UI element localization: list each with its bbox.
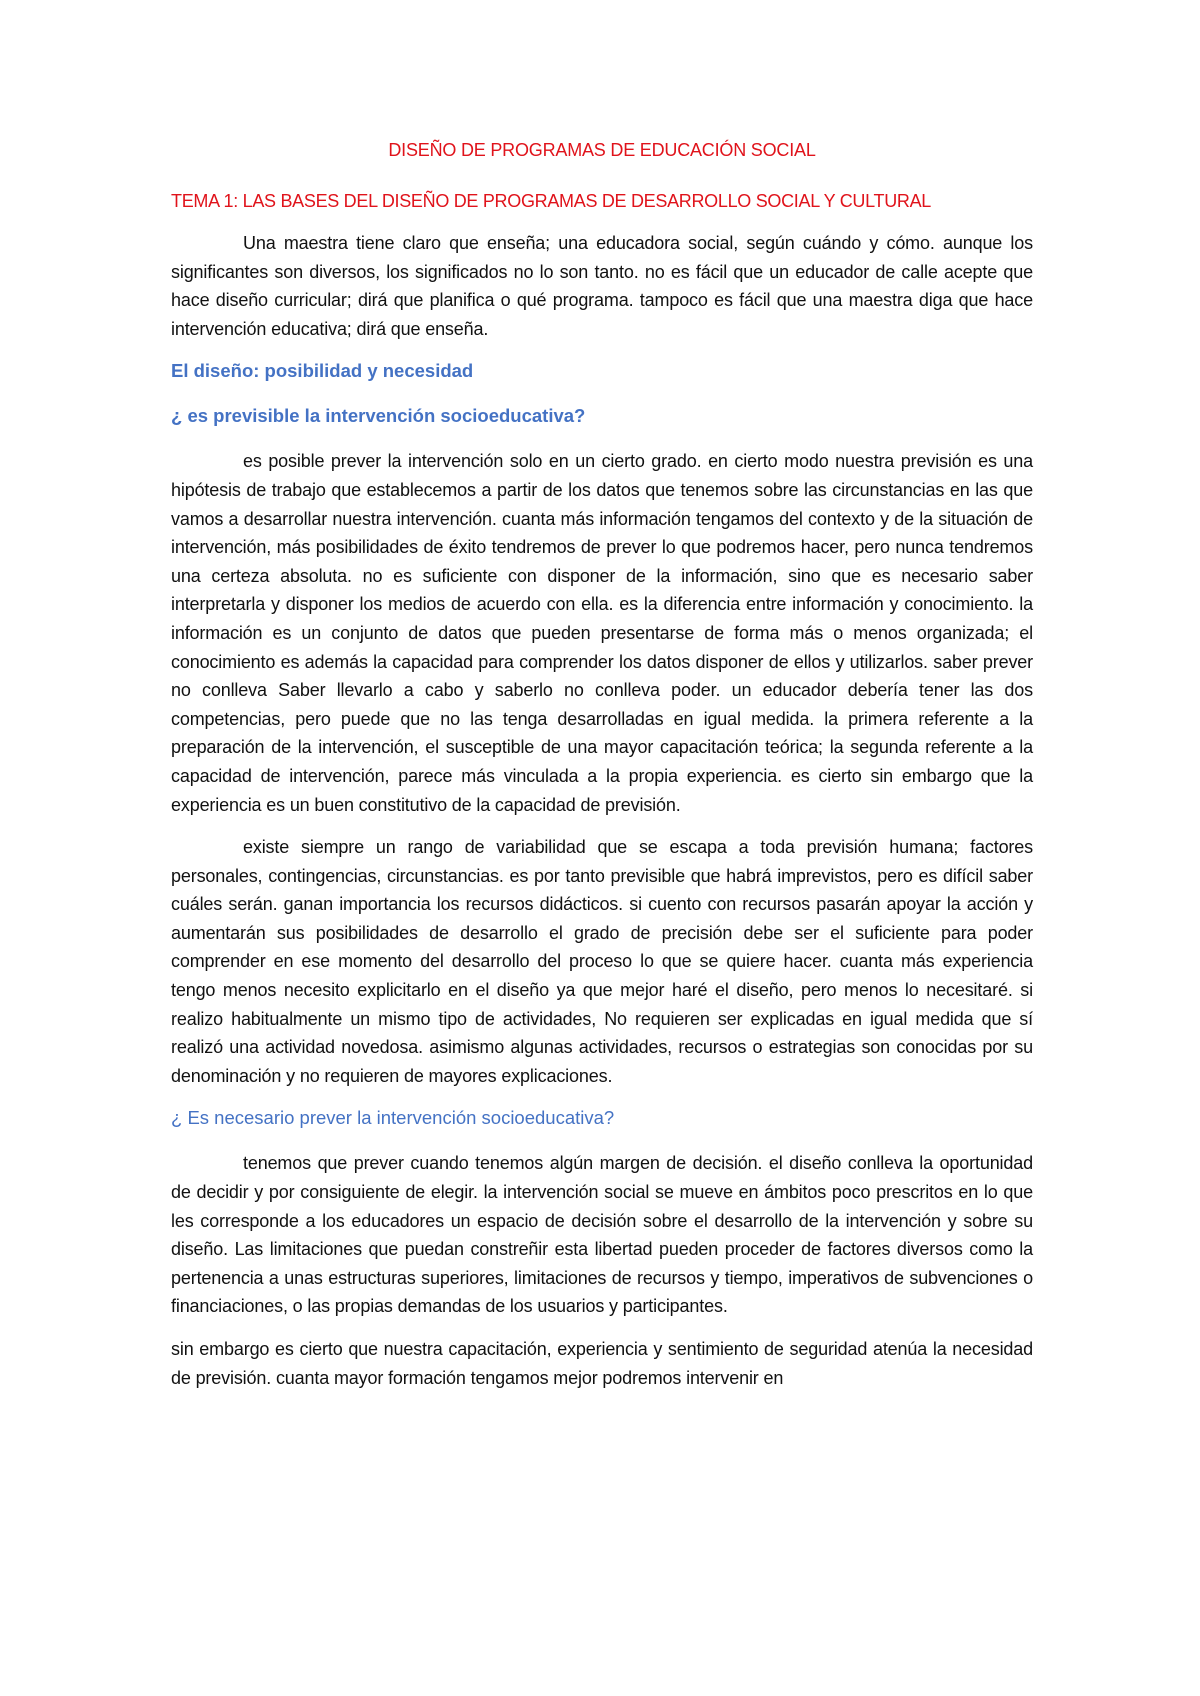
paragraph-3: tenemos que prever cuando tenemos algún margen de decisión. el diseño conlleva la oportunidad de decidir y por consiguiente de elegir. la intervención social se mueve en ámbitos poco prescritos en lo que les corresponde a los educadores un espacio de decisión sobre el desarrollo de la intervención y sobre su diseño. Las limitaciones que puedan constreñir esta libertad pueden proceder de factores diversos como la pertenencia a unas estructuras superiores, limitaciones de recursos y tiempo, imperativos de subvenciones o financiaciones, o las propias demandas de los usuarios y participantes. <box>171 1153 1033 1317</box>
paragraph-intro: Una maestra tiene claro que enseña; una educadora social, según cuándo y cómo. aunque los significantes son diversos, los significados no lo son tanto. no es fácil que un educador de calle acepte que hace diseño curricular; dirá que planifica o qué programa. tampoco es fácil que una maestra diga que hace intervención educativa; dirá que enseña. <box>171 233 1033 339</box>
paragraph-1: es posible prever la intervención solo en un cierto grado. en cierto modo nuestra previsión es una hipótesis de trabajo que establecemos a partir de los datos que tenemos sobre las circunstancias en las que vamos a desarrollar nuestra intervención. cuanta más información tengamos del contexto y de la situación de intervención, más posibilidades de éxito tendremos de prever lo que podremos hacer, pero nunca tendremos una certeza absoluta. no es suficiente con disponer de la información, sino que es necesario saber interpretarla y disponer los medios de acuerdo con ella. es la diferencia entre información y conocimiento. la información es un conjunto de datos que pueden presentarse de forma más o menos organizada; el conocimiento es además la capacidad para comprender los datos disponer de ellos y utilizarlos. saber prever no conlleva Saber llevarlo a cabo y saberlo no conlleva poder. un educador debería tener las dos competencias, pero puede que no las tenga desarrolladas en igual medida. la primera referente a la preparación de la intervención, el susceptible de una mayor capacitación teórica; la segunda referente a la capacidad de intervención, parece más vinculada a la propia experiencia. es cierto sin embargo que la experiencia es un buen constitutivo de la capacidad de previsión. <box>171 451 1033 815</box>
document-page <box>171 136 1033 1406</box>
document-title: DISEÑO DE PROGRAMAS DE EDUCACIÓN SOCIAL <box>388 140 816 160</box>
paragraph-4: sin embargo es cierto que nuestra capacitación, experiencia y sentimiento de seguridad atenúa la necesidad de previsión. cuanta mayor formación tengamos mejor podremos intervenir en <box>171 1339 1033 1388</box>
question-heading-1: ¿ es previsible la intervención socioeducativa? <box>171 405 586 427</box>
section-heading: El diseño: posibilidad y necesidad <box>171 360 474 382</box>
document-subtitle: TEMA 1: LAS BASES DEL DISEÑO DE PROGRAMAS DE DESARROLLO SOCIAL Y CULTURAL <box>171 191 932 211</box>
paragraph-2: existe siempre un rango de variabilidad que se escapa a toda previsión humana; factores personales, contingencias, circunstancias. es por tanto previsible que habrá imprevistos, pero es difícil saber cuáles serán. ganan importancia los recursos didácticos. si cuento con recursos pasarán apoyar la acción y aumentarán sus posibilidades de desarrollo el grado de precisión debe ser el suficiente para poder comprender en ese momento del desarrollo del proceso lo que se quiere hacer. cuanta más experiencia tengo menos necesito explicitarlo en el diseño ya que mejor haré el diseño, pero menos lo necesitaré. si realizo habitualmente un mismo tipo de actividades, No requieren ser explicadas en igual medida que sí realizó una actividad novedosa. asimismo algunas actividades, recursos o estrategias son conocidas por su denominación y no requieren de mayores explicaciones. <box>171 837 1033 1086</box>
question-heading-2: ¿ Es necesario prever la intervención socioeducativa? <box>171 1107 615 1129</box>
